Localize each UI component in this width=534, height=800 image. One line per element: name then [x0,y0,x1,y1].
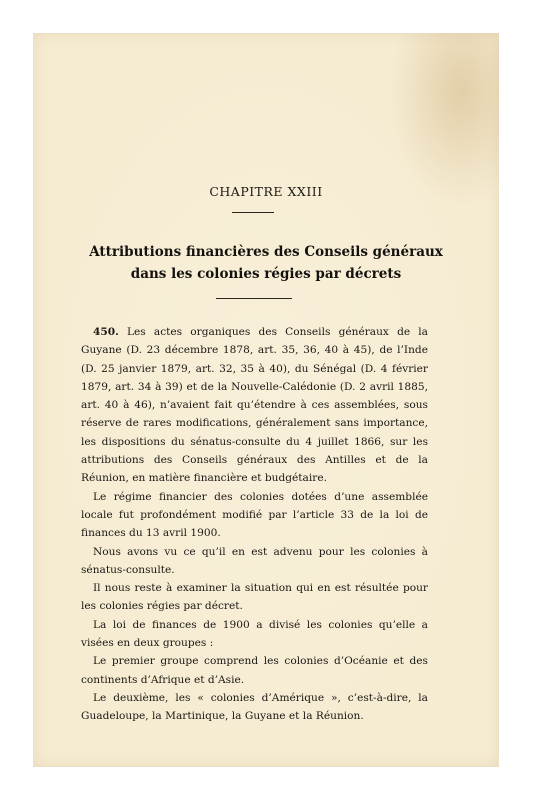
chapter-title-line-2: dans les colonies régies par décrets [130,266,402,282]
paragraph: Il nous reste à examiner la situation qui en est résultée pour les colonies régies par décret. [81,582,428,613]
chapter-title-line-1: Attributions financières des Conseils généraux [89,244,443,260]
body-text [81,323,428,726]
paragraph: Le régime financier des colonies dotées d’une assemblée locale fut profondément modifié par l’article 33 de la loi de finances du 13 avril 1900. [81,490,428,540]
paragraph-text: Les actes organiques des Conseils généraux de la Guyane (D. 23 décembre 1878, art. 35, 36, 40 à 45), de l’Inde (D. 25 janvier 1879, art. 32, 35 à 40), du Sénégal (D. 4 février 1879, art. 34 à 39) et de la Nouvelle-Calédonie (D. 2 avril 1885, art. 40 à 46), n’avaient fait qu’étendre à ces assemblées, sous réserve de rares modifications, généralement sans importance, les dispositions du sénatus-consulte du 4 juillet 1866, sur les attributions des Conseils généraux des Antilles et de la Réunion, en matière financière et budgétaire. [81,326,428,485]
paragraph: Nous avons vu ce qu’il en est advenu pour les colonies à sénatus-consulte. [81,545,428,576]
paragraph: La loi de finances de 1900 a divisé les colonies qu’elle a visées en deux groupes : [81,618,428,650]
title-rule [216,298,292,299]
paragraph [81,323,428,488]
paragraph: Le premier groupe comprend les colonies d’Océanie et des continents d’Afrique et d’Asie. [81,655,428,686]
chapter-title [33,241,499,285]
book-page [33,33,499,767]
chapter-rule [232,212,274,213]
paragraph-number: 450. [93,326,119,338]
paragraph: Le deuxième, les « colonies d’Amérique », c’est-à-dire, la Guadeloupe, la Martinique, la Guyane et la Réunion. [81,691,428,723]
chapter-heading: CHAPITRE XXIII [209,184,323,199]
